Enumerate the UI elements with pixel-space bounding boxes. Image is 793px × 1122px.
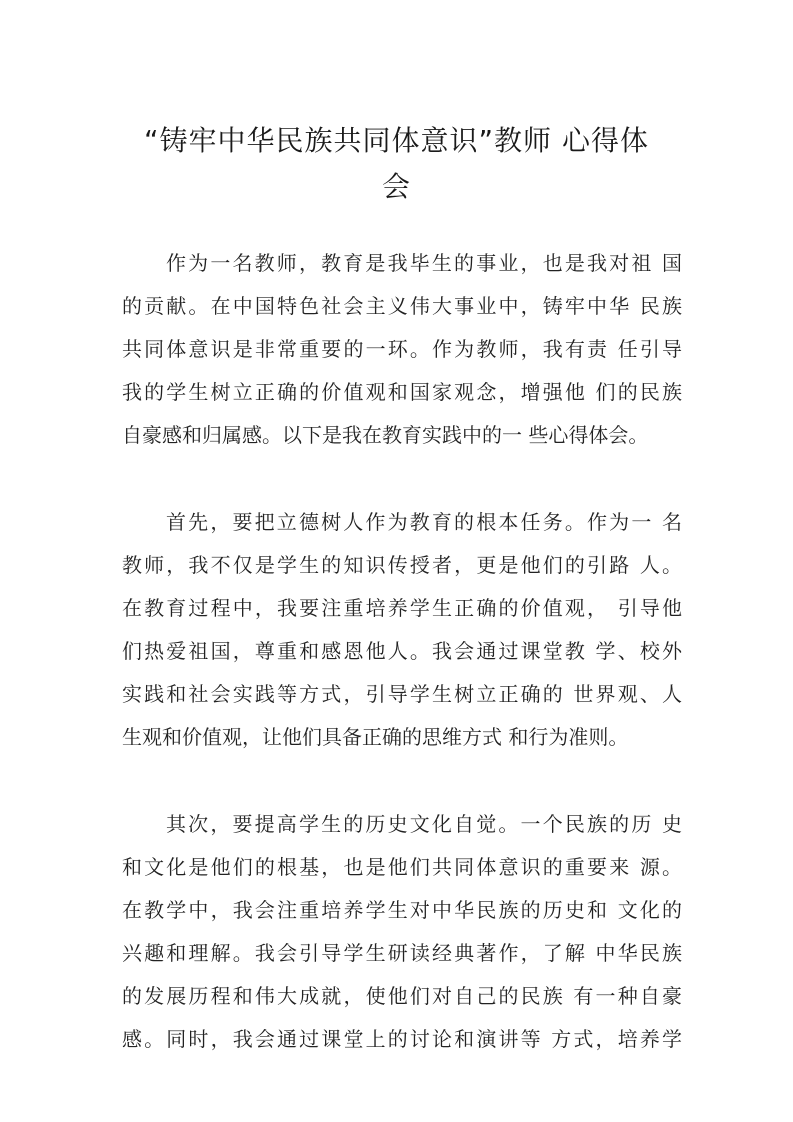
paragraph-line: 我的学生树立正确的价值观和国家观念，增强他 们的民族 xyxy=(122,380,682,404)
paragraph-line: 们热爱祖国，尊重和感恩他人。我会通过课堂教 学、校外 xyxy=(122,639,682,663)
paragraph-line: 教师，我不仅是学生的知识传授者，更是他们的引路 人。 xyxy=(122,553,682,577)
paragraph-line: 在教育过程中，我要注重培养学生正确的价值观， 引导他 xyxy=(122,596,682,620)
paragraph-line: 首先，要把立德树人作为教育的根本任务。作为一 名 xyxy=(166,510,682,534)
paragraph-1 xyxy=(122,242,682,457)
paragraph-line: 作为一名教师，教育是我毕生的事业，也是我对祖 国 xyxy=(166,251,682,275)
title-line-1: “铸牢中华民族共同体意识”教师 心得体 xyxy=(144,124,649,157)
paragraph-line: 和文化是他们的根基，也是他们共同体意识的重要来 源。 xyxy=(122,855,682,879)
paragraph-line: 在教学中，我会注重培养学生对中华民族的历史和 文化的 xyxy=(122,898,682,922)
paragraph-line: 实践和社会实践等方式，引导学生树立正确的 世界观、人 xyxy=(122,682,682,706)
paragraph-line: 兴趣和理解。我会引导学生研读经典著作，了解 中华民族 xyxy=(122,941,682,965)
paragraph-2 xyxy=(122,501,682,759)
title-line-2: 会 xyxy=(381,170,411,203)
document-title xyxy=(110,118,683,210)
paragraph-line: 生观和价值观，让他们具备正确的思维方式 和行为准则。 xyxy=(122,725,629,749)
paragraph-line: 自豪感和归属感。以下是我在教育实践中的一 些心得体会。 xyxy=(122,423,649,447)
paragraph-line: 感。同时，我会通过课堂上的讨论和演讲等 方式，培养学 xyxy=(122,1027,682,1051)
paragraph-line: 其次，要提高学生的历史文化自觉。一个民族的历 史 xyxy=(166,812,682,836)
document-body xyxy=(122,242,682,1061)
paragraph-3 xyxy=(122,803,682,1061)
paragraph-line: 的发展历程和伟大成就，使他们对自己的民族 有一种自豪 xyxy=(122,984,682,1008)
paragraph-line: 共同体意识是非常重要的一环。作为教师，我有责 任引导 xyxy=(122,337,682,361)
paragraph-line: 的贡献。在中国特色社会主义伟大事业中，铸牢中华 民族 xyxy=(122,294,682,318)
